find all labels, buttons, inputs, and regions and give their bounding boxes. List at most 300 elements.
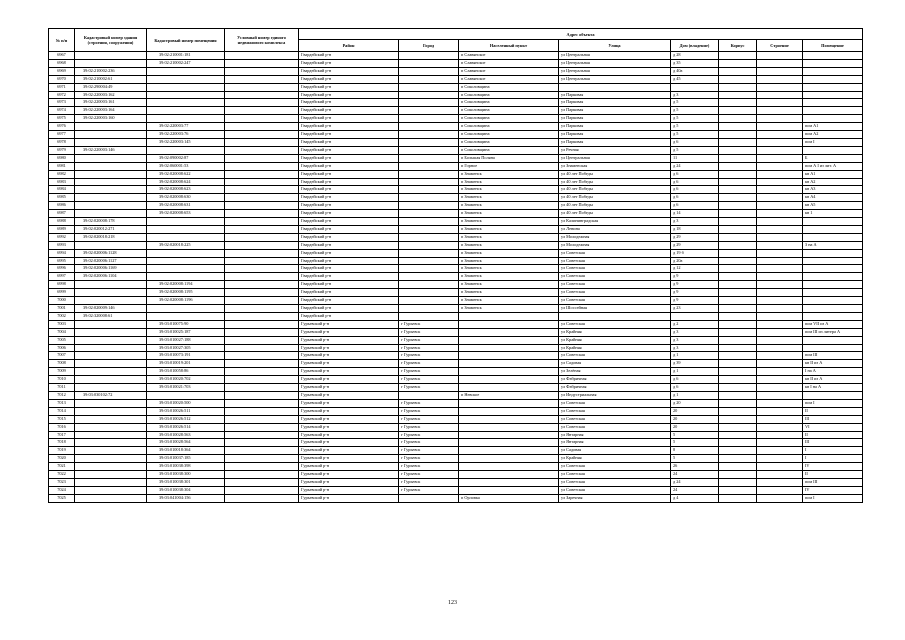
cell-region: Гвардейский р-н [299,59,399,67]
cell-cad-complex [225,336,299,344]
table-row [49,107,863,115]
cell-region: Гвардейский р-н [299,210,399,218]
cell-num: 7019 [49,447,75,455]
cell-cad-building [75,360,147,368]
cell-cad-room: 39:03:010020:500 [147,399,225,407]
header-cad-complex: Условный номер единого недвижимого комплекса [225,29,299,52]
cell-house: д 29 [671,233,719,241]
cell-block [719,391,757,399]
cell-house: д 24 [671,162,719,170]
cell-num: 6999 [49,289,75,297]
cell-room [803,233,863,241]
cell-building [757,447,803,455]
cell-region: Гвардейский р-н [299,265,399,273]
cell-house: д 5 [671,131,719,139]
cell-house: д 9 [671,289,719,297]
cell-city [399,83,459,91]
cell-cad-building [75,407,147,415]
cell-house: д 18 [671,225,719,233]
cell-cad-building: 39:02:020006:1169 [75,265,147,273]
cell-block [719,178,757,186]
cell-region: Гурьевский р-н [299,391,399,399]
cell-cad-complex [225,241,299,249]
cell-city [399,210,459,218]
cell-street: ул Советская [559,399,671,407]
cell-house [671,312,719,320]
cell-room: III [803,439,863,447]
cell-cad-complex [225,52,299,60]
table-row [49,75,863,83]
cell-room: IV [803,486,863,494]
cell-street: ул Крайняя [559,455,671,463]
cell-room [803,249,863,257]
cell-cad-complex [225,344,299,352]
cell-cad-room: 39:03:010075:90 [147,320,225,328]
cell-region: Гурьевский р-н [299,415,399,423]
cell-street: ул Парковая [559,131,671,139]
cell-region: Гурьевский р-н [299,478,399,486]
cell-cad-building [75,328,147,336]
cell-num: 7020 [49,455,75,463]
cell-settlement: п Соколовщина [459,123,559,131]
cell-settlement: п Славянское [459,67,559,75]
cell-block [719,423,757,431]
cell-city [399,225,459,233]
cell-block [719,289,757,297]
cell-cad-complex [225,233,299,241]
cell-room: кв I на А [803,384,863,392]
cell-settlement: п Знаменск [459,178,559,186]
cell-building [757,83,803,91]
cell-block [719,305,757,313]
cell-block [719,376,757,384]
cell-num: 6985 [49,194,75,202]
cell-room [803,99,863,107]
cell-block [719,123,757,131]
cell-room [803,146,863,154]
cell-cad-building [75,344,147,352]
cell-cad-room [147,312,225,320]
cell-city [399,305,459,313]
cell-building [757,170,803,178]
cell-cad-complex [225,439,299,447]
cell-cad-complex [225,486,299,494]
cell-cad-building: 39:02:220003:164 [75,107,147,115]
cell-cad-complex [225,99,299,107]
cell-house: д 12 [671,265,719,273]
cell-city [399,91,459,99]
cell-num: 7017 [49,431,75,439]
cell-settlement: п Славянское [459,75,559,83]
cell-building [757,336,803,344]
cell-street: ул Знаменская [559,162,671,170]
cell-house: 5 [671,431,719,439]
cell-num: 7010 [49,376,75,384]
cell-city: г Гурьевск [399,336,459,344]
cell-room: пом VII из А [803,320,863,328]
cell-cad-room: 39:03:010021:703 [147,384,225,392]
cell-settlement [459,478,559,486]
cell-cad-room: 39:03:010027:305 [147,344,225,352]
cell-street: ул Янтарная [559,431,671,439]
cell-settlement: п Знаменск [459,233,559,241]
cell-cad-complex [225,202,299,210]
cell-cad-building [75,455,147,463]
cell-settlement [459,463,559,471]
cell-room: пом I [803,494,863,502]
cell-cad-building: 39:02:210002:236 [75,67,147,75]
cell-building [757,233,803,241]
table-row [49,415,863,423]
cell-city: г Гурьевск [399,439,459,447]
header-address: Адрес объекта [299,29,863,40]
cell-cad-complex [225,384,299,392]
cell-region: Гвардейский р-н [299,91,399,99]
cell-house: д 45 [671,75,719,83]
cell-cad-building: 39:02:320008:61 [75,312,147,320]
cell-region: Гурьевский р-н [299,407,399,415]
cell-room: II [803,471,863,479]
table-row [49,83,863,91]
cell-cad-room: 39:03:010019:201 [147,360,225,368]
cell-region: Гвардейский р-н [299,178,399,186]
cell-region: Гвардейский р-н [299,67,399,75]
cell-cad-building [75,154,147,162]
table-row [49,423,863,431]
table-row [49,218,863,226]
cell-street: ул Садовая [559,360,671,368]
cell-cad-room: 39:03:010038:300 [147,471,225,479]
cell-cad-building [75,241,147,249]
cell-region: Гурьевский р-н [299,431,399,439]
cell-cad-building [75,297,147,305]
table-row [49,138,863,146]
cell-num: 7008 [49,360,75,368]
cell-cad-complex [225,415,299,423]
cell-building [757,352,803,360]
cell-settlement: п Знаменск [459,194,559,202]
cell-building [757,186,803,194]
cell-room: кв А5 [803,202,863,210]
cell-cad-building: 39:02:020012:271 [75,225,147,233]
cell-cad-room: 39:03:010028:563 [147,431,225,439]
cell-house: 24 [671,471,719,479]
cell-cad-building [75,131,147,139]
cell-house: д 6 [671,170,719,178]
cell-cad-building [75,471,147,479]
cell-region: Гурьевский р-н [299,471,399,479]
cell-num: 6992 [49,233,75,241]
cell-cad-room: 39:03:010018:364 [147,447,225,455]
cell-region: Гвардейский р-н [299,123,399,131]
cell-building [757,67,803,75]
cell-block [719,273,757,281]
table-row [49,447,863,455]
cell-num: 6982 [49,170,75,178]
cell-room: I на А [803,368,863,376]
cell-street: ул Центральная [559,52,671,60]
cell-cad-room [147,107,225,115]
cell-region: Гвардейский р-н [299,107,399,115]
cell-building [757,257,803,265]
cell-city: г Гурьевск [399,320,459,328]
cell-cad-building [75,368,147,376]
cell-region: Гурьевский р-н [299,494,399,502]
cell-city: г Гурьевск [399,368,459,376]
table-row [49,289,863,297]
cell-cad-room: 39:03:010026:514 [147,423,225,431]
cell-cad-complex [225,91,299,99]
cell-street: ул Советская [559,257,671,265]
cell-room [803,273,863,281]
cell-cad-building [75,289,147,297]
cell-region: Гвардейский р-н [299,186,399,194]
cell-cad-building [75,352,147,360]
cell-region: Гвардейский р-н [299,218,399,226]
cell-region: Гурьевский р-н [299,399,399,407]
table-row [49,281,863,289]
cell-building [757,138,803,146]
cell-cad-room [147,257,225,265]
cell-region: Гурьевский р-н [299,336,399,344]
cell-house: д 35 [671,59,719,67]
cell-street: ул Советская [559,463,671,471]
cell-room [803,107,863,115]
table-row [49,360,863,368]
cell-room [803,218,863,226]
cell-room: пом III [803,478,863,486]
table-row [49,463,863,471]
cell-city [399,170,459,178]
cell-num: 6976 [49,123,75,131]
table-row [49,399,863,407]
header-street: Улица [559,40,671,52]
table-row [49,91,863,99]
cell-building [757,376,803,384]
cell-street: ул Советская [559,407,671,415]
cell-building [757,399,803,407]
cell-house: 8 [671,447,719,455]
cell-building [757,478,803,486]
cell-cad-building [75,336,147,344]
cell-house: д 5 [671,99,719,107]
cell-cad-room: 39:03:010028:564 [147,439,225,447]
cell-cad-complex [225,218,299,226]
cell-cad-building: 39:02:020018:218 [75,233,147,241]
cell-settlement: п Знаменск [459,265,559,273]
cell-cad-room: 39:03:010058:86 [147,368,225,376]
cell-settlement: п Знаменск [459,249,559,257]
table-row [49,336,863,344]
cell-house: д 3 [671,218,719,226]
cell-room [803,91,863,99]
cell-cad-building: 39:02:290004:49 [75,83,147,91]
table-row [49,320,863,328]
cell-block [719,463,757,471]
cell-settlement: п Знаменск [459,241,559,249]
cell-building [757,91,803,99]
cell-building [757,154,803,162]
cell-house: д 9 [671,297,719,305]
cell-city: г Гурьевск [399,352,459,360]
cell-city: г Гурьевск [399,344,459,352]
cell-region: Гвардейский р-н [299,146,399,154]
cell-num: 7000 [49,297,75,305]
cell-cad-room: 39:02:020018:225 [147,241,225,249]
cell-settlement [459,384,559,392]
cell-cad-complex [225,471,299,479]
cell-block [719,249,757,257]
cell-region: Гвардейский р-н [299,289,399,297]
table-row [49,391,863,399]
cell-street: ул Центральная [559,67,671,75]
cell-cad-room [147,67,225,75]
cell-street: ул Советская [559,297,671,305]
cell-cad-room: 39:03:010026:511 [147,407,225,415]
cell-room: I [803,447,863,455]
cell-building [757,115,803,123]
cell-block [719,131,757,139]
header-house: Дом (владение) [671,40,719,52]
cell-cad-complex [225,115,299,123]
cell-cad-building: 39:02:020006:1104 [75,273,147,281]
cell-num: 7012 [49,391,75,399]
table-row [49,194,863,202]
cell-city [399,162,459,170]
cell-block [719,233,757,241]
cell-house: д 6 [671,178,719,186]
cell-street: ул Парковая [559,107,671,115]
cell-block [719,67,757,75]
cell-block [719,344,757,352]
cell-city [399,186,459,194]
cell-region: Гвардейский р-н [299,99,399,107]
cell-city: г Гурьевск [399,463,459,471]
cell-block [719,336,757,344]
cell-cad-building: 39:02:210002:61 [75,75,147,83]
cell-cad-complex [225,320,299,328]
cell-cad-building [75,320,147,328]
cell-house: д 6 [671,376,719,384]
cell-block [719,399,757,407]
cell-city [399,59,459,67]
cell-building [757,328,803,336]
cell-room [803,344,863,352]
table-row [49,186,863,194]
cell-settlement [459,415,559,423]
table-row [49,178,863,186]
cell-cad-building [75,162,147,170]
cell-street: ул Фабричная [559,384,671,392]
cell-num: 6988 [49,218,75,226]
cell-house: д 9 [671,273,719,281]
cell-cad-complex [225,312,299,320]
table-row [49,439,863,447]
cell-num: 6996 [49,265,75,273]
cell-cad-complex [225,360,299,368]
cell-block [719,257,757,265]
cell-house: 11 [671,154,719,162]
cell-building [757,75,803,83]
cell-house: д 4 [671,494,719,502]
cell-settlement: п Знаменск [459,257,559,265]
cell-block [719,407,757,415]
cell-cad-building [75,194,147,202]
table-row [49,305,863,313]
cell-settlement: п Большая Поляна [459,154,559,162]
cell-cad-building [75,384,147,392]
cell-settlement: п Орловка [459,494,559,502]
cell-building [757,225,803,233]
cell-block [719,471,757,479]
cell-street: ул Советская [559,415,671,423]
cell-block [719,99,757,107]
cell-cad-room: 39:03:041004:156 [147,494,225,502]
cell-settlement [459,360,559,368]
cell-city [399,194,459,202]
cell-building [757,210,803,218]
cell-cad-complex [225,431,299,439]
cell-num: 6981 [49,162,75,170]
cell-settlement: п Знаменск [459,186,559,194]
cell-city: г Гурьевск [399,478,459,486]
cell-cad-complex [225,265,299,273]
cell-city [399,312,459,320]
cell-street: ул Советская [559,249,671,257]
cell-num: 6970 [49,75,75,83]
cell-block [719,83,757,91]
cell-region: Гвардейский р-н [299,115,399,123]
cell-settlement: п Знаменск [459,225,559,233]
cell-house: д 6 [671,194,719,202]
cell-cad-complex [225,447,299,455]
cell-room: кв II из А [803,376,863,384]
cell-cad-complex [225,297,299,305]
cell-city: г Гурьевск [399,447,459,455]
table-row [49,225,863,233]
cell-room [803,312,863,320]
table-row [49,249,863,257]
cell-city: г Гурьевск [399,399,459,407]
cell-street: ул Советская [559,486,671,494]
cell-cad-room [147,249,225,257]
cell-region: Гвардейский р-н [299,241,399,249]
cell-num: 6994 [49,249,75,257]
cell-cad-room: 39:02:210002:247 [147,59,225,67]
cell-city: г Гурьевск [399,455,459,463]
table-row [49,328,863,336]
header-num: № п/п [49,29,75,52]
cell-building [757,463,803,471]
cell-block [719,170,757,178]
cell-block [719,265,757,273]
cell-house: д 2 [671,320,719,328]
cell-region: Гурьевский р-н [299,463,399,471]
cell-street: ул Калининградская [559,218,671,226]
cell-building [757,431,803,439]
cell-cad-room: 39:02:090002:87 [147,154,225,162]
cell-region: Гурьевский р-н [299,486,399,494]
cell-house: д 1 [671,391,719,399]
cell-room: I [803,455,863,463]
page-number: 123 [448,600,457,606]
cell-cad-building: 39:02:220003:146 [75,146,147,154]
cell-house: д 29 [671,241,719,249]
cell-cad-complex [225,249,299,257]
cell-region: Гурьевский р-н [299,447,399,455]
cell-house: д 6 [671,186,719,194]
cell-city [399,281,459,289]
